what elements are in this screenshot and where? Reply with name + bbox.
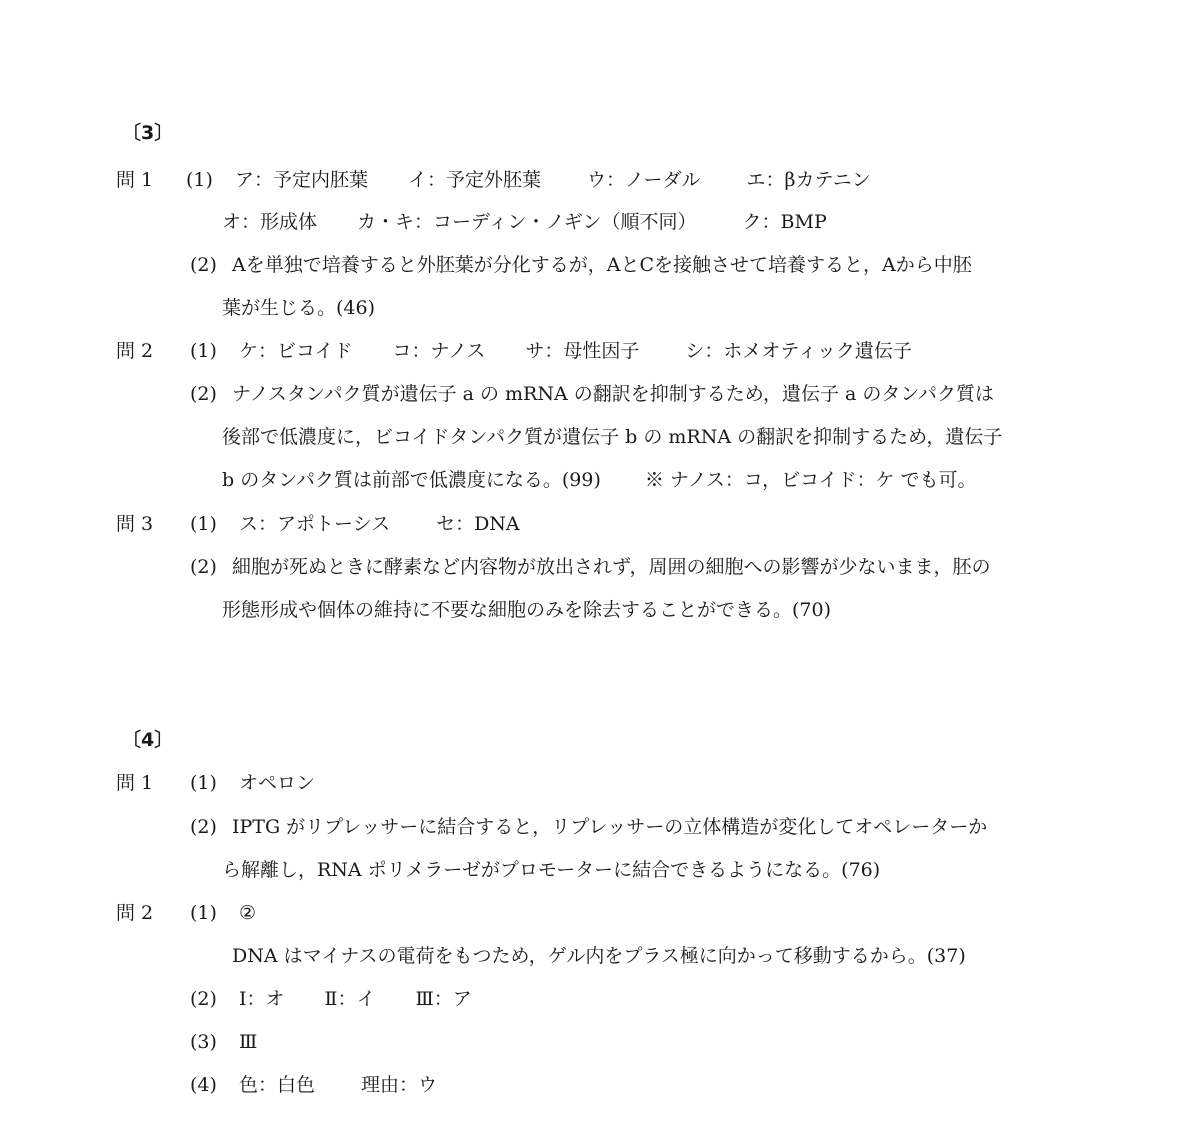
s3-q1-p2-line2: 葉が生じる。(46) [222, 297, 376, 319]
section-4-header: 〔4〕 [122, 729, 174, 751]
s3-q3-p2-line1: 細胞が死ぬときに酵素など内容物が放出されず，周囲の細胞への影響が少ないまま，胚の [232, 556, 991, 578]
s3-q3-p1-item-se: セ：DNA [436, 513, 520, 535]
s4-q2-p4-row [190, 1073, 437, 1097]
s4-q2-p3-text: Ⅲ [239, 1031, 258, 1053]
s3-q1-p2-label: (2) [190, 254, 217, 276]
s3-q1-p2-line1: Aを単独で培養すると外胚葉が分化するが，AとCを接触させて培養すると，Aから中胚 [232, 254, 972, 276]
s3-q1-label: 問 1 [116, 169, 154, 191]
s3-q1-p1-item-kaki: カ・キ：コーディン・ノギン（順不同） [357, 211, 697, 233]
s4-q2-p2-item-2: Ⅱ：イ [324, 988, 376, 1010]
s3-q3-p2-label: (2) [190, 556, 217, 578]
s3-q2-p1-label: (1) [190, 340, 217, 362]
s4-q2-p1-reason: DNA はマイナスの電荷をもつため，ゲル内をプラス極に向かって移動するから。(37) [232, 945, 966, 967]
s3-q1-p1-item-i: イ：予定外胚葉 [408, 169, 542, 191]
s3-q2-p2-label: (2) [190, 383, 217, 405]
s4-q1-p1-label: (1) [190, 772, 217, 794]
s4-q2-p3-label: (3) [190, 1031, 217, 1053]
s4-q2-p1-row [190, 901, 256, 925]
s3-q2-p2-line2: 後部で低濃度に，ビコイドタンパク質が遺伝子 b の mRNA の翻訳を抑制するため，遺伝子 [222, 426, 1003, 448]
s4-q2-label: 問 2 [116, 902, 154, 924]
s4-q1-p1-row [190, 771, 315, 795]
s3-q2-p2-line1: ナノスタンパク質が遺伝子 a の mRNA の翻訳を抑制するため，遺伝子 a のタンパク質は [232, 383, 995, 405]
s4-q1-p2-line1: IPTG がリプレッサーに結合すると，リプレッサーの立体構造が変化してオペレーターか [232, 816, 988, 838]
s4-q2-p2-label: (2) [190, 988, 217, 1010]
s4-q1-p2-line2: ら解離し，RNA ポリメラーゼがプロモーターに結合できるようになる。(76) [222, 859, 881, 881]
s4-q2-p2-row [190, 987, 472, 1011]
s3-q1-p1-label: (1) [186, 169, 213, 191]
s3-q1-p1-item-ku: ク：BMP [742, 211, 827, 233]
s3-q2-p1-row [190, 339, 912, 363]
s3-q3-p1-row [190, 512, 520, 536]
s4-q2-p3-row [190, 1030, 257, 1054]
s4-q2-p1-answer: ② [239, 902, 257, 924]
s3-q3-p2-line2: 形態形成や個体の維持に不要な細胞のみを除去することができる。(70) [222, 599, 832, 621]
s3-q2-p2-row3 [222, 468, 977, 492]
s3-q2-label: 問 2 [116, 340, 154, 362]
s4-q2-p4-item-color: 色：白色 [239, 1074, 316, 1096]
section-3-header: 〔3〕 [122, 122, 174, 144]
s3-q3-p1-item-su: ス：アポトーシス [239, 513, 391, 535]
s3-q1-p1-item-u: ウ：ノーダル [587, 169, 701, 191]
s3-q2-p2-note: ※ ナノス：コ，ビコイド：ケ でも可。 [644, 469, 977, 491]
s3-q1-p1-item-o: オ：形成体 [222, 211, 318, 233]
s3-q2-p1-item-ko: コ：ナノス [392, 340, 486, 362]
s3-q2-p1-item-sa: サ：母性因子 [525, 340, 640, 362]
s4-q2-p2-item-1: Ⅰ：オ [239, 988, 285, 1010]
s4-q1-p2-label: (2) [190, 816, 217, 838]
s3-q2-p2-line3: b のタンパク質は前部で低濃度になる。(99) [222, 469, 601, 491]
s3-q1-p1-row1 [186, 168, 871, 192]
s4-q1-p1-text: オペロン [239, 772, 316, 794]
s3-q3-label: 問 3 [116, 513, 154, 535]
s4-q2-p4-label: (4) [190, 1074, 217, 1096]
s3-q1-p1-item-a: ア：予定内胚葉 [235, 169, 369, 191]
s4-q2-p2-item-3: Ⅲ：ア [415, 988, 472, 1010]
s3-q3-p1-label: (1) [190, 513, 217, 535]
s4-q2-p4-item-reason: 理由：ウ [361, 1074, 438, 1096]
s3-q1-p1-item-e: エ：βカテニン [746, 169, 871, 191]
s3-q1-p1-row2 [222, 210, 827, 234]
s3-q2-p1-item-ke: ケ：ビコイド [239, 340, 353, 362]
s4-q2-p1-label: (1) [190, 902, 217, 924]
s3-q2-p1-item-shi: シ：ホメオティック遺伝子 [685, 340, 912, 362]
s4-q1-label: 問 1 [116, 772, 154, 794]
